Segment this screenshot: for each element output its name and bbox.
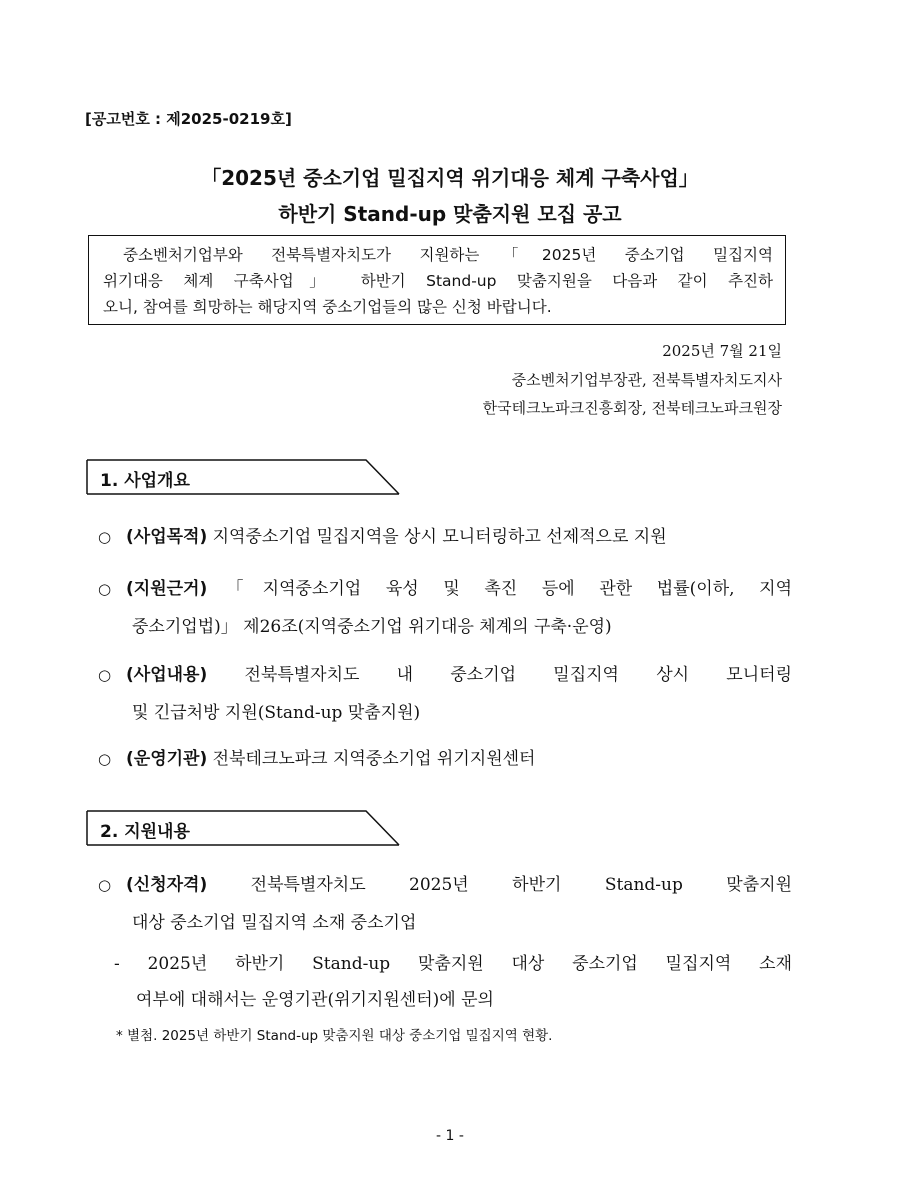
sub-item xyxy=(114,946,792,1018)
item-continuation: 대상 중소기업 밀집지역 소재 중소기업 xyxy=(132,913,417,933)
bullet-circle: ○ xyxy=(98,528,112,546)
page-title-line2: 하반기 Stand-up 맞춤지원 모집 공고 xyxy=(278,202,622,226)
list-item xyxy=(98,518,792,556)
item-continuation: 및 긴급처방 지원(Stand-up 맞춤지원) xyxy=(132,703,421,723)
page-number: - 1 - xyxy=(436,1128,464,1144)
page-title-line1: 「2025년 중소기업 밀집지역 위기대응 체계 구축사업」 xyxy=(201,166,699,190)
item-key: (사업목적) xyxy=(126,527,208,547)
issuer-line2: 한국테크노파크진흥회장, 전북테크노파크원장 xyxy=(482,399,782,417)
item-text: 지역중소기업 밀집지역을 상시 모니터링하고 선제적으로 지원 xyxy=(207,527,667,547)
intro-line1: 중소벤처기업부와 전북특별자치도가 지원하는「2025년 중소기업 밀집지역 xyxy=(123,246,773,264)
attachment-note: * 별첨. 2025년 하반기 Stand-up 맞춤지원 대상 중소기업 밀집지역 현황. xyxy=(116,1028,553,1044)
announcement-date: 2025년 7월 21일 xyxy=(662,342,782,360)
item-text: 「지역중소기업 육성 및 촉진 등에 관한 법률(이하, 지역 xyxy=(207,579,792,599)
item-key: (지원근거) xyxy=(126,579,208,599)
intro-line2: 위기대응 체계 구축사업」 하반기 Stand-up 맞춤지원을 다음과 같이 추진하 xyxy=(103,272,773,290)
bullet-circle: ○ xyxy=(98,666,112,684)
issuer-line1: 중소벤처기업부장관, 전북특별자치도지사 xyxy=(511,371,782,389)
sub-item-continuation: 여부에 대해서는 운영기관(위기지원센터)에 문의 xyxy=(136,990,494,1010)
intro-line3: 오니, 참여를 희망하는 해당지역 중소기업들의 많은 신청 바랍니다. xyxy=(103,298,552,316)
list-item xyxy=(98,740,792,778)
bullet-circle: ○ xyxy=(98,580,112,598)
section2-heading xyxy=(86,810,401,846)
notice-number: [공고번호 : 제2025-0219호] xyxy=(85,110,292,128)
sub-item-text: 2025년 하반기 Stand-up 맞춤지원 대상 중소기업 밀집지역 소재 xyxy=(119,954,792,974)
intro-box xyxy=(88,235,786,325)
item-key: (사업내용) xyxy=(126,665,208,685)
item-text: 전북특별자치도 2025년 하반기 Stand-up 맞춤지원 xyxy=(207,875,792,895)
item-key: (신청자격) xyxy=(126,875,208,895)
section1-heading xyxy=(86,459,401,495)
section1-title: 1. 사업개요 xyxy=(100,471,190,491)
section2-title: 2. 지원내용 xyxy=(100,822,190,842)
list-item xyxy=(98,656,792,732)
item-key: (운영기관) xyxy=(126,749,208,769)
list-item xyxy=(98,570,792,646)
dash-mark: - xyxy=(114,954,120,974)
item-text: 전북테크노파크 지역중소기업 위기지원센터 xyxy=(207,749,536,769)
bullet-circle: ○ xyxy=(98,750,112,768)
item-continuation: 중소기업법)」 제26조(지역중소기업 위기대응 체계의 구축·운영) xyxy=(132,617,612,637)
list-item xyxy=(98,866,792,942)
bullet-circle: ○ xyxy=(98,876,112,894)
item-text: 전북특별자치도 내 중소기업 밀집지역 상시 모니터링 xyxy=(207,665,792,685)
